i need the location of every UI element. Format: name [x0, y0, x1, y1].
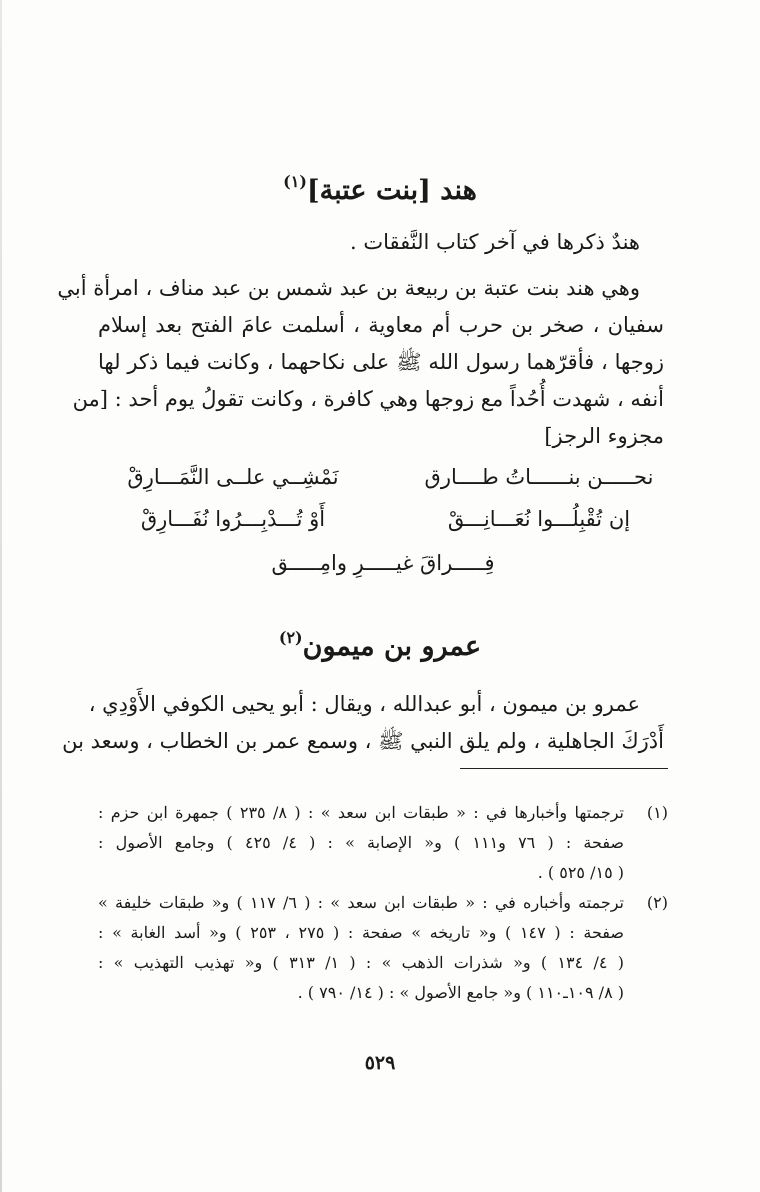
- footnote-2: [98, 888, 668, 1008]
- poem-hemistich: أَوْ تُـــدْبِـــرُوا نُفَـــارِقْ: [140, 507, 326, 531]
- poem-hemistich: إن تُقْبِلُـــوا نُعَـــانِـــقْ: [447, 507, 631, 531]
- footnote-mark: (٢): [278, 628, 303, 647]
- paragraph-line: وهي هند بنت عتبة بن ربيعة بن عبد شمس بن عبد مناف ، امرأة أبي: [57, 276, 640, 300]
- paragraph-line: أَدْرَكَ الجاهلية ، ولم يلق النبي ﷺ ، وسمع عمر بن الخطاب ، وسعد بن: [62, 729, 664, 753]
- poem-hemistich: نحـــــن بنــــــاتُ طــــارق: [424, 465, 654, 489]
- intro-paragraph: [98, 224, 664, 261]
- footnote-line: ترجمتها وأخبارها في : « طبقات ابن سعد » : ( ٨/ ٢٣٥ ) جمهرة ابن حزم :: [98, 803, 624, 822]
- footnote-line: صفحة : ( ٧٦ و١١١ ) و« الإصابة » : ( ٤/ ٤٢٥ ) وجامع الأصول :: [98, 833, 625, 852]
- biography-paragraph-amr: [62, 686, 664, 760]
- footnote-number: (٢): [646, 893, 668, 912]
- footnote-number: (١): [646, 803, 668, 822]
- footnote-line: ( ٤/ ١٣٤ ) و« شذرات الذهب » : ( ١/ ٣١٣ ) و« تهذيب التهذيب » :: [98, 953, 624, 972]
- footnote-separator: [460, 768, 668, 769]
- intro-line: هندٌ ذكرها في آخر كتاب النَّفقات .: [349, 230, 640, 254]
- footnote-mark: (١): [283, 172, 307, 191]
- footnote-line: ( ١٥/ ٥٢٥ ) .: [537, 863, 624, 882]
- section-title-amr: [0, 618, 760, 667]
- paragraph-line: سفيان ، صخر بن حرب أم معاوية ، أسلمت عامَ الفتح بعد إسلام: [98, 313, 664, 337]
- footnote-line: ( ٨/ ١٠٩ـ١١٠ ) و« جامع الأصول » : ( ١٤/ ٧٩٠ ) .: [297, 983, 624, 1002]
- paragraph-line: مجزوء الرجز]: [544, 424, 664, 448]
- footnote-1: [98, 798, 668, 888]
- footnote-line: ترجمته وأخباره في : « طبقات ابن سعد » : ( ٦/ ١١٧ ) و« طبقات خليفة »: [98, 893, 624, 912]
- paragraph-line: عمرو بن ميمون ، أبو عبدالله ، ويقال : أبو يحيى الكوفي الأَوْدِي ،: [88, 692, 640, 716]
- page-number: ٥٢٩: [364, 1052, 396, 1074]
- footnote-line: صفحة : ( ١٤٧ ) و« تاريخه » صفحة : ( ٢٧٥ ، ٢٥٣ ) و« أسد الغابة » :: [98, 923, 624, 942]
- footnote-text: [98, 798, 624, 888]
- poem-hemistich: نَمْشِــي علــى النَّمَـــارِقْ: [127, 465, 339, 489]
- section-title-hind: [0, 162, 760, 211]
- section-title-text: هند [بنت عتبة]: [306, 175, 477, 206]
- poem-verses: [98, 460, 664, 580]
- poem-hemistich: فِـــــراقَ غيـــــرِ وامِـــــق: [271, 551, 495, 575]
- paragraph-line: أنفه ، شهدت أُحُداً مع زوجها وهي كافرة ، وكانت تقولُ يوم أحد : [من: [72, 387, 664, 411]
- paragraph-line: زوجها ، فأقرّهما رسول الله ﷺ على نكاحهما ، وكانت فيما ذكر لها: [98, 350, 664, 374]
- biography-paragraph-hind: [57, 270, 664, 455]
- footnote-text: [98, 888, 624, 1008]
- section-title-text: عمرو بن ميمون: [302, 631, 482, 662]
